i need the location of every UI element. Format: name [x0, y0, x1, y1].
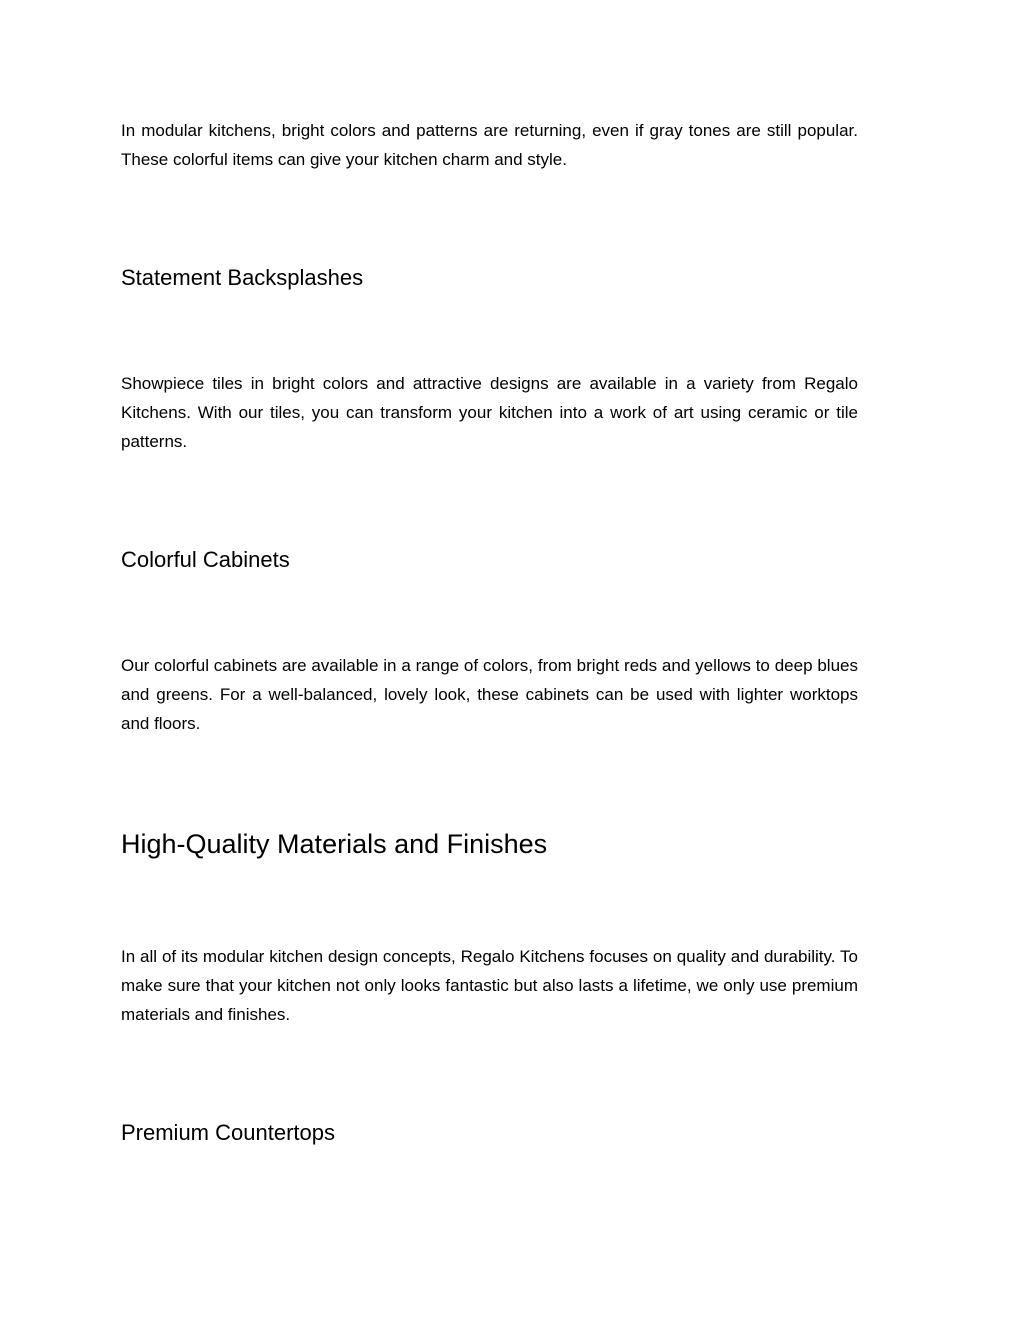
paragraph-high-quality-materials: In all of its modular kitchen design concepts, Regalo Kitchens focuses on quality and durability. To make sure that your kitchen not only looks fantastic but also lasts a lifetime, we only use premium materials and finishes.	[121, 947, 858, 1024]
heading-statement-backsplashes: Statement Backsplashes	[121, 265, 364, 290]
paragraph-colorful-cabinets: Our colorful cabinets are available in a range of colors, from bright reds and yellows to deep blues and greens. For a well-balanced, lovely look, these cabinets can be used with lighter worktops and floors.	[121, 656, 858, 733]
intro-paragraph: In modular kitchens, bright colors and patterns are returning, even if gray tones are still popular. These colorful items can give your kitchen charm and style.	[121, 121, 858, 169]
heading-high-quality-materials: High-Quality Materials and Finishes	[121, 829, 548, 859]
heading-premium-countertops: Premium Countertops	[121, 1120, 335, 1145]
paragraph-statement-backsplashes: Showpiece tiles in bright colors and attractive designs are available in a variety from Regalo Kitchens. With our tiles, you can transform your kitchen into a work of art using ceramic or tile patterns.	[121, 374, 858, 451]
heading-colorful-cabinets: Colorful Cabinets	[121, 547, 290, 572]
